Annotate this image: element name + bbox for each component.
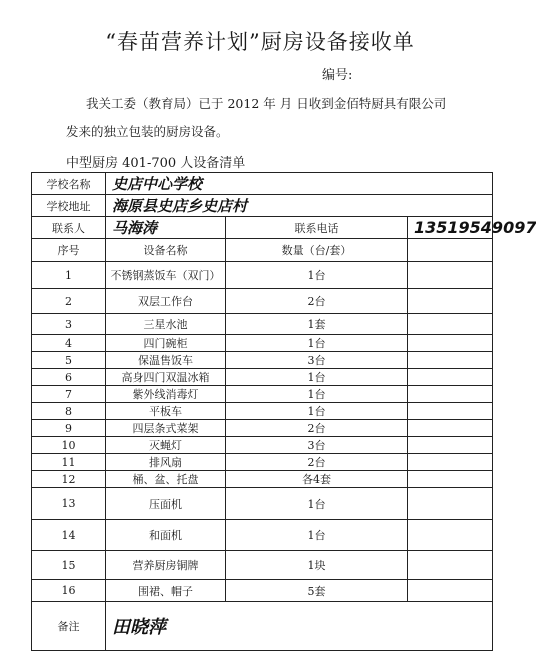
intro-line-2: 发来的独立包装的厨房设备。 (66, 124, 229, 139)
item-quantity: 1块 (226, 551, 408, 580)
school-name-value: 史店中心学校 (106, 173, 493, 195)
serial-number-label: 编号: (322, 68, 353, 83)
item-number: 7 (32, 386, 106, 403)
item-quantity: 1台 (226, 386, 408, 403)
school-address-row (32, 195, 493, 217)
intro-line-1: 我关工委（教育局）已于 2012 年 月 日收到金佰特厨具有限公司 (86, 96, 447, 111)
item-name: 和面机 (106, 520, 226, 551)
item-number: 3 (32, 314, 106, 335)
item-number: 14 (32, 520, 106, 551)
item-name: 压面机 (106, 488, 226, 520)
table-row (32, 488, 493, 520)
contact-row (32, 217, 493, 239)
school-name-label: 学校名称 (32, 173, 106, 195)
table-row (32, 551, 493, 580)
table-row (32, 520, 493, 551)
table-row (32, 289, 493, 314)
phone-value: 13519549097 (408, 217, 493, 239)
item-blank (408, 369, 493, 386)
item-name: 围裙、帽子 (106, 580, 226, 602)
table-row (32, 262, 493, 289)
column-header-no: 序号 (32, 239, 106, 262)
item-name: 四层条式菜架 (106, 420, 226, 437)
item-name: 排风扇 (106, 454, 226, 471)
page-title: “春苗营养计划”厨房设备接收单 (105, 30, 415, 54)
item-quantity: 1台 (226, 262, 408, 289)
item-blank (408, 471, 493, 488)
item-number: 15 (32, 551, 106, 580)
item-quantity: 1套 (226, 314, 408, 335)
table-row (32, 369, 493, 386)
item-name: 紫外线消毒灯 (106, 386, 226, 403)
item-number: 6 (32, 369, 106, 386)
item-name: 营养厨房铜牌 (106, 551, 226, 580)
remarks-section (32, 602, 493, 651)
table-row (32, 420, 493, 437)
item-blank (408, 335, 493, 352)
column-header-qty: 数量（台/套） (226, 239, 408, 262)
item-name: 灭蝇灯 (106, 437, 226, 454)
remarks-label: 备注 (32, 602, 106, 651)
item-name: 高身四门双温冰箱 (106, 369, 226, 386)
item-number: 2 (32, 289, 106, 314)
item-number: 8 (32, 403, 106, 420)
list-title: 中型厨房 401-700 人设备清单 (66, 156, 246, 171)
table-row (32, 403, 493, 420)
school-address-value: 海原县史店乡史店村 (106, 195, 493, 217)
item-number: 9 (32, 420, 106, 437)
item-quantity: 3台 (226, 437, 408, 454)
item-number: 13 (32, 488, 106, 520)
item-number: 16 (32, 580, 106, 602)
item-blank (408, 454, 493, 471)
item-blank (408, 289, 493, 314)
item-blank (408, 420, 493, 437)
item-name: 不锈钢蒸饭车（双门） (106, 262, 226, 289)
item-blank (408, 262, 493, 289)
item-quantity: 1台 (226, 335, 408, 352)
item-number: 1 (32, 262, 106, 289)
school-name-row (32, 173, 493, 195)
table-row (32, 471, 493, 488)
table-row (32, 437, 493, 454)
signature: 田晓萍 (106, 602, 493, 651)
school-address-label: 学校地址 (32, 195, 106, 217)
item-blank (408, 580, 493, 602)
item-quantity: 2台 (226, 454, 408, 471)
column-header-name: 设备名称 (106, 239, 226, 262)
item-quantity: 1台 (226, 403, 408, 420)
item-blank (408, 488, 493, 520)
table-row (32, 580, 493, 602)
column-header-blank (408, 239, 493, 262)
table-row (32, 386, 493, 403)
item-quantity: 3台 (226, 352, 408, 369)
table-row (32, 335, 493, 352)
item-quantity: 1台 (226, 520, 408, 551)
item-name: 保温售饭车 (106, 352, 226, 369)
item-number: 11 (32, 454, 106, 471)
item-name: 三星水池 (106, 314, 226, 335)
item-quantity: 2台 (226, 289, 408, 314)
item-blank (408, 437, 493, 454)
item-blank (408, 551, 493, 580)
item-number: 10 (32, 437, 106, 454)
item-blank (408, 314, 493, 335)
item-number: 4 (32, 335, 106, 352)
item-number: 5 (32, 352, 106, 369)
table-row (32, 454, 493, 471)
item-name: 双层工作台 (106, 289, 226, 314)
item-quantity: 1台 (226, 369, 408, 386)
item-rows (32, 262, 493, 602)
equipment-table (31, 172, 536, 651)
contact-label: 联系人 (32, 217, 106, 239)
item-blank (408, 403, 493, 420)
item-quantity: 1台 (226, 488, 408, 520)
item-blank (408, 520, 493, 551)
table-row (32, 352, 493, 369)
table-row (32, 314, 493, 335)
remarks-row (32, 602, 493, 651)
item-blank (408, 386, 493, 403)
contact-value: 马海涛 (106, 217, 226, 239)
item-number: 12 (32, 471, 106, 488)
item-quantity: 5套 (226, 580, 408, 602)
item-name: 桶、盆、托盘 (106, 471, 226, 488)
item-name: 平板车 (106, 403, 226, 420)
item-quantity: 各4套 (226, 471, 408, 488)
info-section (32, 173, 536, 262)
item-name: 四门碗柜 (106, 335, 226, 352)
column-header-row (32, 239, 493, 262)
phone-label: 联系电话 (226, 217, 408, 239)
item-blank (408, 352, 493, 369)
item-quantity: 2台 (226, 420, 408, 437)
